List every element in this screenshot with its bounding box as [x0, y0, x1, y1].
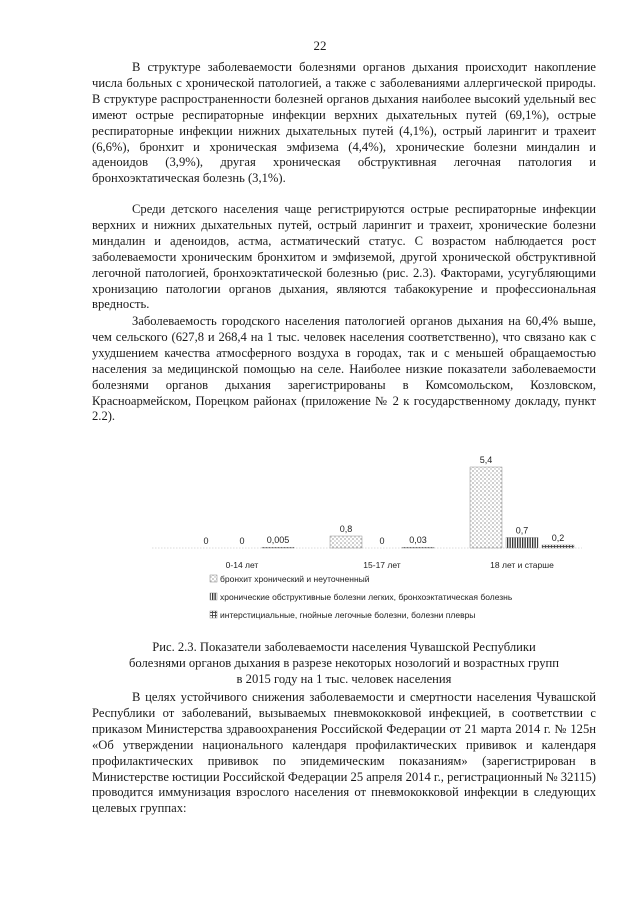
figure-caption	[92, 640, 596, 688]
category-label: 15-17 лет	[363, 560, 401, 570]
legend-swatch-3	[210, 611, 217, 618]
data-label-s1-c1: 0	[203, 536, 209, 546]
caption-line-3: в 2015 году на 1 тыс. человек населения	[236, 671, 452, 686]
data-label-s2-c3: 0,7	[515, 525, 529, 536]
caption-line-2: болезнями органов дыхания в разрезе некоторых нозологий и возрастных групп	[128, 655, 560, 670]
paragraph-respiratory-structure: В структуре заболеваемости болезнями органов дыхания происходит накопление числа больных с хронической патологией, а также с заболеваниями аллергической природы. В структуре распространенности болезней органов дыхания наиболее высокий удельный вес имеют острые респираторные инфекции верхних дыхательных путей (69,1%), острые респираторные инфекции нижних дыхательных путей (4,1%), острый ларингит и трахеит (6,6%), бронхит и хроническая эмфизема (4,4%), хронические болезни миндалин и аденоидов (3,9%), другая хроническая обструктивная легочная патология и бронхоэктатическая болезнь (3,1%).	[92, 60, 596, 186]
legend-label-3: интерстициальные, гнойные легочные болезни, болезни плевры	[220, 610, 476, 620]
paragraph-children-morbidity: Среди детского населения чаще регистрируются острые респираторные инфекции верхних и нижних дыхательных путей, острый ларингит и трахеит, хронические болезни миндалин и аденоидов, астма, астматический статус. С возрастом наблюдается рост заболеваемости хроническим бронхитом и эмфиземой, другой хронической обструктивной легочной патологией, бронхоэктатической болезнью (рис. 2.3). Факторами, усугубляющими хронизацию патологии органов дыхания, являются табакокурение и профессиональная вредность.	[92, 202, 596, 312]
page-number: 22	[313, 38, 327, 53]
bar-s2-c3	[506, 538, 538, 549]
bar-s3-c3	[542, 545, 574, 548]
bar-s3-c1	[262, 547, 294, 548]
category-label: 18 лет и старше	[490, 560, 554, 570]
data-label-s3-c1: 0,005	[266, 535, 290, 546]
data-label-s1-c2: 0,8	[339, 524, 353, 534]
legend-label-1: бронхит хронический и неуточненный	[220, 574, 370, 584]
bar-s3-c2	[402, 547, 434, 548]
legend-swatch-1	[210, 575, 217, 582]
category-label: 0-14 лет	[225, 560, 259, 570]
bar-s1-c3	[470, 467, 502, 548]
paragraph-pneumococcal-immunization: В целях устойчивого снижения заболеваемости и смертности населения Чувашской Республики от заболеваний, вызываемых пневмококковой инфекцией, в соответствии с приказом Министерства здравоохранения Российской Федерации от 21 марта 2014 г. № 125н «Об утверждении национального календаря профилактических прививок и календаря профилактических прививок по эпидемическим показаниям» (зарегистрирован в Министерстве юстиции Российской Федерации 25 апреля 2014 г., регистрационный № 32115) проводится иммунизация взрослого населения от пневмококковой инфекции в следующих целевых группах:	[92, 690, 596, 816]
data-label-s3-c3: 0,2	[551, 533, 565, 543]
data-label-s2-c1: 0	[239, 536, 245, 546]
data-label-s2-c2: 0	[379, 536, 385, 546]
bar-s1-c2	[330, 536, 362, 548]
caption-line-1: Рис. 2.3. Показатели заболеваемости населения Чувашской Республики	[152, 640, 536, 654]
legend-label-2: хронические обструктивные болезни легких, бронхоэктатическая болезнь	[220, 592, 513, 602]
legend-swatch-2	[210, 593, 217, 600]
data-label-s3-c2: 0,03	[409, 535, 427, 546]
data-label-s1-c3: 5,4	[479, 455, 493, 465]
morbidity-bar-chart	[92, 438, 596, 630]
paragraph-urban-rural: Заболеваемость городского населения патологией органов дыхания на 60,4% выше, чем сельского (627,8 и 268,4 на 1 тыс. человек населения соответственно), что связано как с ухудшением качества атмосферного воздуха в городах, так и с меньшей обращаемостью населения за медицинской помощью на селе. Наиболее низкие показатели заболеваемости болезнями органов дыхания зарегистрированы в Комсомольском, Козловском, Красноармейском, Порецком районах (приложение № 2 к государственному докладу, пункт 2.2).	[92, 314, 596, 424]
